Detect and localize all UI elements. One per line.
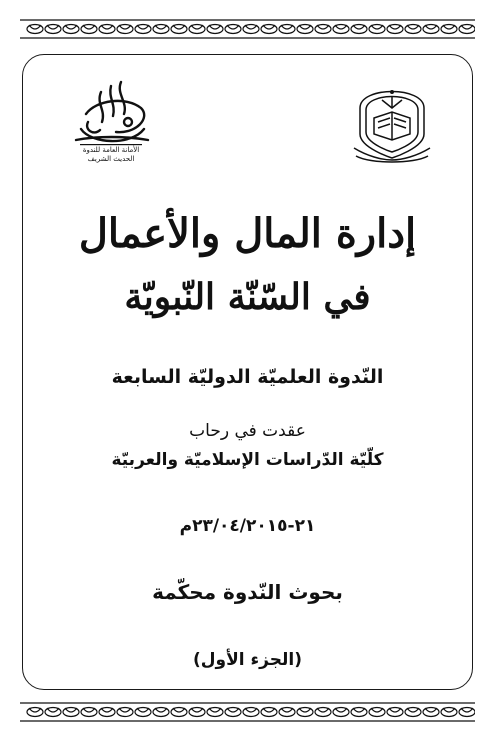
emblem-caption-line2: الحديث الشريف [87, 155, 135, 163]
main-title-line1: إدارة المال والأعمال [78, 210, 417, 257]
refereed-research-label: بحوث النّدوة محكّمة [152, 580, 343, 604]
emblem-caption-line1: الأمانة العامة للندوة [82, 146, 140, 154]
bottom-ornamental-border [20, 701, 475, 723]
seminar-date: ٢١-٢٣/٠٤/٢٠١٥م [179, 516, 316, 536]
emblem-caption [58, 146, 164, 164]
volume-part-label: (الجزء الأول) [193, 650, 302, 670]
main-title-line2: في السّنّة النّبويّة [124, 276, 371, 318]
university-crest-icon [352, 78, 432, 164]
held-at-label: عقدت في رحاب [189, 421, 306, 441]
college-name: كلّيّة الدّراسات الإسلاميّة والعربيّة [111, 450, 384, 470]
calligraphy-emblem-icon [66, 74, 156, 184]
seminar-name: النّدوة العلميّة الدوليّة السابعة [111, 366, 384, 388]
top-ornamental-border [20, 18, 475, 40]
